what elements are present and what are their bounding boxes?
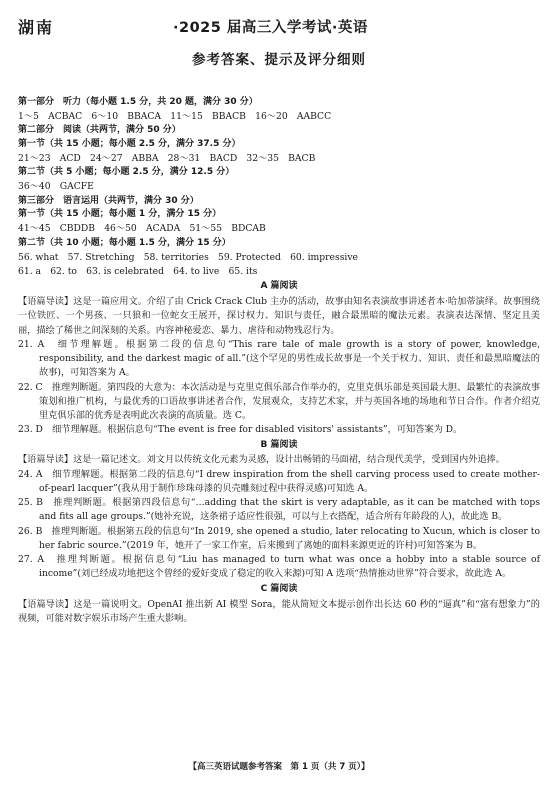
passage-b-guide: 【语篇导读】这是一篇记述文。刘文月以传统文化元素为灵感，设计出畅销的马面裙，结合现代美学，受到国内外追捧。 bbox=[18, 454, 505, 466]
part3-title: 第三部分 语言运用（共两节，满分 30 分） bbox=[18, 195, 199, 206]
part2-sec2-keys: 36～40 GACFE bbox=[18, 181, 94, 193]
page-subtitle: 参考答案、提示及评分细则 bbox=[192, 52, 366, 68]
passage-a-guide: 【语篇导读】这是一篇应用文。介绍了由 Crick Crack Club 主办的活动，故事由知名表演故事讲述者本·哈加蒂演绎。故事围绕一位铁匠、一个男孩、一只狼和一位蛇女王展开，探讨权力、知识与责任，融合最黑暗的魔法元素。表演表达深情、坚定且美丽，描绘了稀世之间深刻的关系。内容神秘爱恋、暴力、虐待和动物残忍行为。 bbox=[18, 296, 540, 336]
page-footer: 【高三英语试题参考答案 第 1 页（共 7 页）】 bbox=[188, 762, 370, 772]
part3-sec1-keys: 41～45 CBDDB 46～50 ACADA 51～55 BDCAB bbox=[18, 223, 266, 235]
part3-sec2-keys-a: 56. what 57. Stretching 58. territories 59. Protected 60. impressive bbox=[18, 251, 358, 263]
part2-sec1-title: 第一节（共 15 小题；每小题 2.5 分，满分 37.5 分） bbox=[18, 139, 241, 150]
region-label: 湖南 bbox=[18, 18, 55, 37]
part3-sec2-keys-b: 61. a 62. to 63. is celebrated 64. to live 65. its bbox=[18, 265, 258, 277]
answer-explanation-27: 27. A 推理判断题。根据信息句“Liu has managed to turn what was once a hobby into a stable source of income”(刘已经成功地把这个曾经的爱好变成了稳定的收入来源)可知 A 选项“热情推动世界”符合要求，故此选 A。 bbox=[18, 554, 540, 580]
answer-explanation-23: 23. D 细节理解题。根据信息句“The event is free for disabled visitors' assistants”，可知答案为 D。 bbox=[18, 424, 463, 436]
exam-title: ·2025 届高三入学考试·英语 bbox=[173, 20, 368, 36]
passage-c-guide: 【语篇导读】这是一篇说明文。OpenAI 推出新 AI 模型 Sora，能从简短文本提示创作出长达 60 秒的“逼真”和“富有想象力”的视频，可能对数字娱乐市场产生重大影响。 bbox=[18, 598, 540, 624]
part2-title: 第二部分 阅读（共两节，满分 50 分） bbox=[18, 125, 181, 136]
passage-c-heading: C 篇阅读 bbox=[260, 583, 298, 594]
part1-keys: 1～5 ACBAC 6～10 BBACA 11～15 BBACB 16～20 AABCC bbox=[18, 110, 332, 122]
part3-sec1-title: 第一节（共 15 小题；每小题 1 分，满分 15 分） bbox=[18, 209, 222, 220]
answer-explanation-25: 25. B 推理判断题。根据第四段信息句“…adding that the skirt is very adaptable, as it can be matched with tops and fits all age groups.”(她补充说，这条裙子适应性很强，可以与上衣搭配，适合所有年龄段的人)，故此选 B。 bbox=[18, 497, 540, 523]
answer-explanation-24: 24. A 细节理解题。根据第二段的信息句“I drew inspiration from the shell carving process used to create mother-of-pearl lacquer”(我从用于制作珍珠母漆的贝壳雕刻过程中获得灵感)可知选 A。 bbox=[18, 468, 540, 494]
part1-title: 第一部分 听力（每小题 1.5 分，共 20 题，满分 30 分） bbox=[18, 97, 258, 107]
part2-sec1-keys: 21～23 ACD 24～27 ABBA 28～31 BACD 32～35 BACB bbox=[18, 153, 316, 165]
answer-explanation-21: 21. A 细节理解题。根据第二段的信息句“This rare tale of male growth is a story of power, knowledge, responsibility, and the darkest magic of all.”(这个罕见的男性成长故事是一个关于权力、知识、责任和最黑暗魔法的故事)，可知答案为 A。 bbox=[18, 338, 540, 379]
passage-b-heading: B 篇阅读 bbox=[260, 439, 298, 450]
passage-a-heading: A 篇阅读 bbox=[260, 281, 298, 292]
page-content bbox=[18, 96, 540, 626]
answer-explanation-26: 26. B 推理判断题。根据第五段的信息句“In 2019, she opened a studio, later relocating to Xucun, which is closer to her fabric source.”(2019 年，她开了一家工作室，后来搬到了离她的面料来源更近的许村)可知答案为 B。 bbox=[18, 525, 540, 551]
part2-sec2-title: 第二节（共 5 小题；每小题 2.5 分，满分 12.5 分） bbox=[18, 167, 235, 178]
page-header bbox=[18, 16, 542, 44]
part3-sec2-title: 第二节（共 10 小题；每小题 1.5 分，满分 15 分） bbox=[18, 237, 231, 248]
answer-explanation-22: 22. C 推理判断题。第四段的大意为：本次活动是与克里克俱乐部合作举办的，克里克俱乐部是英国最大胆、最繁忙的表演故事策划和推广机构，与最优秀的口语故事讲述者合作，发展观众，支持艺术家，并与英国各地的场地和节日合作。作者介绍克里克俱乐部的优秀是表明此次表演的高质量。选 C。 bbox=[18, 381, 540, 421]
